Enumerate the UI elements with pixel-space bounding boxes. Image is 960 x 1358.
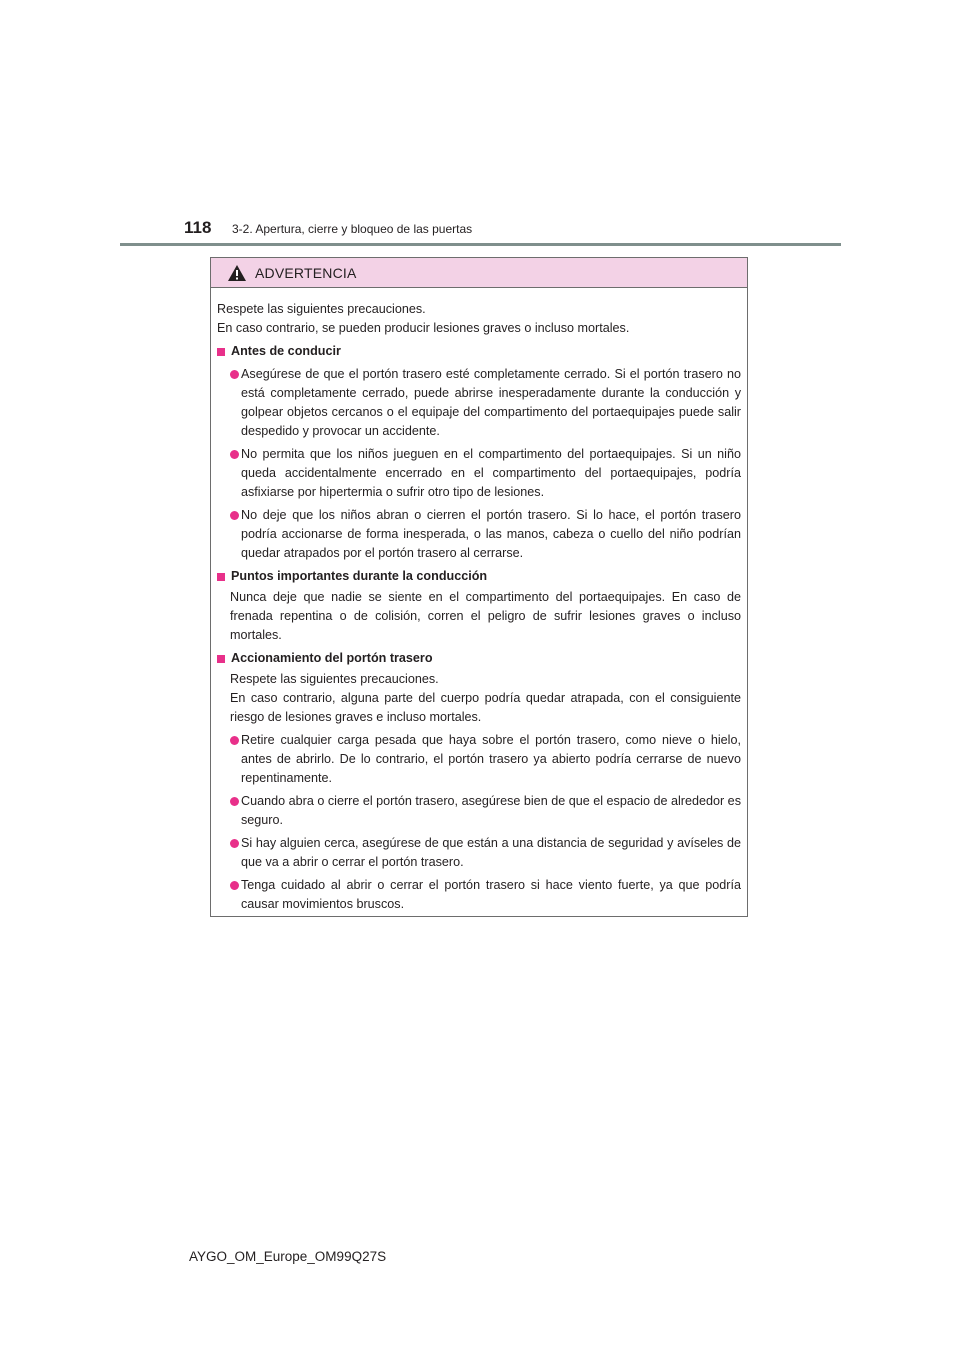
pink-square-icon <box>217 348 225 356</box>
page-number: 118 <box>184 218 212 237</box>
section-heading-text: Puntos importantes durante la conducción <box>231 569 488 583</box>
section-title: 3-2. Apertura, cierre y bloqueo de las puertas <box>232 222 473 236</box>
warning-title: ADVERTENCIA <box>255 264 357 281</box>
pink-dot-icon <box>230 450 239 459</box>
warning-body <box>211 288 747 914</box>
section-before-driving <box>217 342 741 563</box>
pink-dot-icon <box>230 797 239 806</box>
warning-header <box>211 258 747 288</box>
pink-square-icon <box>217 573 225 581</box>
list-item-text: No permita que los niños jueguen en el compartimento del portaequipajes. Si un niño queda accidentalmente encerrado en el compartimento del portaequipajes, podría asfixiarse por hipertermia o sufrir otro tipo de lesiones. <box>241 447 741 499</box>
pink-dot-icon <box>230 881 239 890</box>
section-text: En caso contrario, alguna parte del cuerpo podría quedar atrapada, con el consiguiente riesgo de lesiones graves e incluso mortales. <box>230 691 741 724</box>
section-while-driving <box>217 567 741 645</box>
footer-code: AYGO_OM_Europe_OM99Q27S <box>189 1249 387 1264</box>
list-item <box>217 506 741 563</box>
list-item-text: Si hay alguien cerca, asegúrese de que están a una distancia de seguridad y avíseles de que va a abrir o cerrar el portón trasero. <box>241 836 741 869</box>
list-item <box>217 876 741 914</box>
section-operation <box>217 649 741 914</box>
intro-line: Respete las siguientes precauciones. <box>217 302 426 316</box>
pink-dot-icon <box>230 736 239 745</box>
list-item-text: Tenga cuidado al abrir o cerrar el portón trasero si hace viento fuerte, ya que podría causar movimientos bruscos. <box>241 878 741 911</box>
section-heading <box>217 342 741 361</box>
pink-dot-icon <box>230 370 239 379</box>
section-heading <box>217 649 741 668</box>
list-item <box>217 834 741 872</box>
intro-line: En caso contrario, se pueden producir lesiones graves o incluso mortales. <box>217 321 630 335</box>
pink-dot-icon <box>230 511 239 520</box>
pink-dot-icon <box>230 839 239 848</box>
list-item-text: No deje que los niños abran o cierren el portón trasero. Si lo hace, el portón trasero podría accionarse de forma inesperada, o las manos, cabeza o cuello del niño podrían quedar atrapados por el portón trasero al cerrarse. <box>241 508 741 560</box>
section-text: Respete las siguientes precauciones. <box>230 672 439 686</box>
section-heading-text: Accionamiento del portón trasero <box>231 651 433 665</box>
list-item <box>217 365 741 441</box>
list-item <box>217 792 741 830</box>
list-item-text: Retire cualquier carga pesada que haya sobre el portón trasero, como nieve o hielo, antes de abrirlo. De lo contrario, el portón trasero ya abierto podría cerrarse de nuevo repentinamente. <box>241 733 741 785</box>
section-text: Nunca deje que nadie se siente en el compartimento del portaequipajes. En caso de frenada repentina o de colisión, corren el peligro de sufrir lesiones graves o incluso mortales. <box>230 590 741 642</box>
list-item-text: Asegúrese de que el portón trasero esté completamente cerrado. Si el portón trasero no está completamente cerrado, puede abrirse inesperadamente durante la conducción y golpear objetos cercanos o el equipaje del compartimento del portaequipajes puede salir despedido y provocar un accidente. <box>241 367 741 438</box>
pink-square-icon <box>217 655 225 663</box>
list-item-text: Cuando abra o cierre el portón trasero, asegúrese bien de que el espacio de alrededor es seguro. <box>241 794 741 827</box>
warning-triangle-icon <box>227 264 247 282</box>
section-heading-text: Antes de conducir <box>231 344 341 358</box>
warning-box <box>210 257 748 917</box>
header-rule <box>120 243 841 246</box>
list-item <box>217 445 741 502</box>
list-item <box>217 731 741 788</box>
section-heading <box>217 567 741 586</box>
